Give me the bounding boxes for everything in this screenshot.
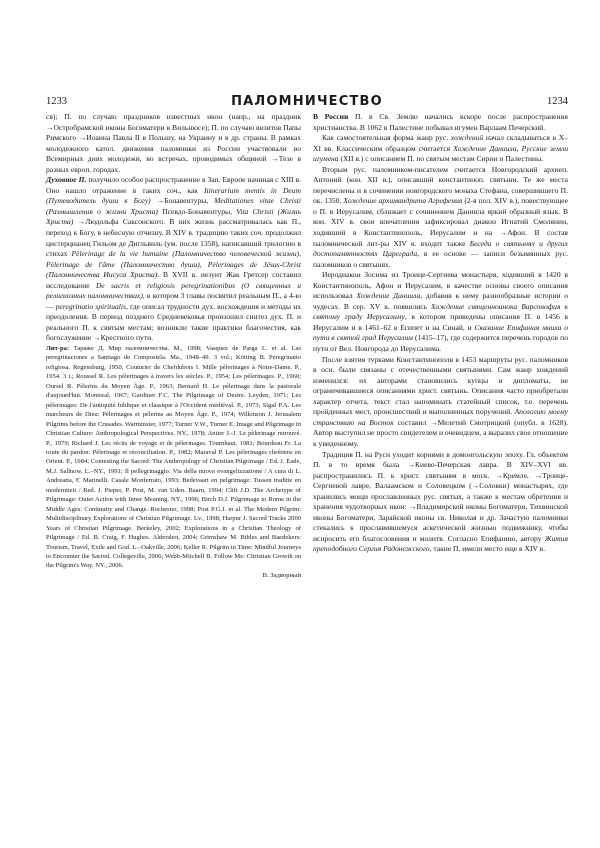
paragraph-continuation: ся); П. по случаю праздников известных икон (напр., на праздник →Остробрамской иконы Богоматери в Вильнюсе); П. по случаю визитов Папы Римского →Иоанна Павла II в Польшу, на Украину и в др. страны. В рамках молодежного катол. движения паломники из России участвовали во Всемирных днях молодежи, во встречах, проводимых общиной →Тезе в разных европ. городах. [46,112,301,174]
left-column [46,112,301,581]
paragraph: После взятия турками Константинополя в 1453 маршруты рус. паломников в осн. были связаны с отечественными святынями. Сам жанр хождений изменился: их авторами становились купцы и дипломаты, не ограничивавшиеся описаниями христ. святынь. Описания часто приобретали характер отчета, текст стал напоминать статейный список, т.е. перечень пройденных мест, происшествий и выполненных поручений. Апологию моему странствию на Восток составил →Мелетий Смотрицкий (опубл. в 1628). Автор выступил не просто свидетелем и очевидцем, а выразил свое отношение к увиденному. [313,354,568,448]
bibliography-heading: Лит-ра: [46,345,70,353]
paragraph-in-russia: В России П. в Св. Землю начались вскоре после распространения христианства. В 1062 в Палестине побывал игумен Варлаам Печерский. [313,112,569,132]
right-column [313,112,568,581]
two-column-body [46,112,568,581]
bibliography: Лит-ра: Тараже Д. Мир паломничества. М., 1998; Vasquez de Parga L. et al. Las peregrinaciones a Santiago de Compostela. Ma., 1948–49. 3 vol.; Kötting B. Peregrinatio religiosa. Regensburg, 1950; Couturier de Chefdubois I. Mille pèlerinages à Notre-Dame. P., 1954. 3 t.; Roussel R. Les pèlerinages à travers les siècles. P., 1954; Les pèlerinages. P., 1960; Oursel R. Pèlerins du Moyen Âge. P., 1963; Bernard H. Le pèlerinage dans la pastorale d'aujourd'hui. Montreal, 1967; Gardiner F.C. The Pilgrimage of Desire. Leyden, 1971; Les pèlerinages: De l'antiquité biblique et classique à l'Occident médiéval. P., 1973; Sigal P.A. Les marcheurs de Dieu: Pèlerinages et pèlerins au Moyen Âge. P., 1974; Wilkinson J. Jerusalem Pilgrims before the Crusades. Warminster, 1977; Turner V.W., Turner E. Image and Pilgrimage in Christian Culture: Anthropological Perspectives. NY., 1978; Antier J.-J. Le pèlerinage retrouvé. P., 1979; Richard J. Les récits de voyage et de pèlerinages. Tournhaut, 1981; Bourdeau Fr. La route du pardon: Pèlerinage et réconciliation. P., 1982; Maraval P. Les pèlerinages chrétiens en Orient. P., 1984; Contesting the Sacred: The Anthropology of Christian Pilgrimage / Ed. J. Eade, M.J. Sallnow. L.–NY., 1991; Il pellegrinaggio: Via della nuova evangelizzazione / A cura di L. Andreatta, F. Marinelli. Casale Monferrato, 1993; Bedevaart en pelgrimage: Tussen traditie en moderniteit / Red. J. Pieper, P. Post, M. van Uden. Baarn, 1994; Clift J.D. The Archetype of Pilgrimage: Outer Action with Inner Meaning. NY., 1996; Birch D.J. Pilgrimage to Rome in the Middle Ages: Continuity and Change. Rochester, 1998; Post P.G.J. et al. The Modern Pilgrim: Multidisciplinary Explorations of Christian Pilgrimage. Lv., 1998; Harpur J. Sacred Tracks 2000 Years of Christian Pilgrimage. Berkeley, 2002; Explorations in a Christian Theology of Pilgrimage / Ed. B. Craig, F. Hughes. Aldershot, 2004; Grimshaw M. Bibles and Baedekers: Tourism, Travel, Exile and God. L.–Oakville, 2006; Keller R. Pilgrim in Time: Mindful Journeys to Encounter the Sacred. Collegeville, 2006; Webb-Mitchell B. Follow Me: Christian Growth on the Pilgrim's Way. NY., 2006. [46,345,301,570]
section-heading: Духовное П. [46,175,87,185]
page-number-right: 1234 [547,96,568,107]
author-signature: В. Задворный [262,571,301,579]
page-header [46,96,568,110]
paragraph: Иеродиакон Зосима из Троице-Сергиева монастыря, ходивший в 1420 в Константинополь, Афон и Иерусалим, в качестве основы своего описания использовал Хождение Даниила, добавив к нему разнообразные истории о чудесах. В сер. XV в. появились Хождение священноинока Варсонофия к святому граду Иерусалиму, в котором приведены описания П. в 1456 в Иерусалим и в 1461–62 в Египет и на Синай, и Сказание Епифания мниха о пути в святой град Иерусалим (1415–17), где содержится перечень городов по пути от Вел. Новгорода до Иерусалима. [313,270,569,354]
paragraph-spiritual-pilgrimage: Духовное П. получило особое распространение в Зап. Европе начиная с XIII в. Оно нашло отражение в таких соч., как Itinerarium mentis in Deum (Путеводитель души к Богу) →Бонавентуры, Meditationes vitae Christi (Размышления о жизни Христа) Псевдо-Бонавентуры, Vita Christi (Жизнь Христа) →Людольфа Саксонского. В них жизнь рассматривалась как П., переход к Богу, в небесную отчизну. В XIV в. традицию таких соч. продолжил цистерцианец Гильом де Дигльвиль (ум. после 1358), написавший трилогию в стихах Pèlerinage de la vie humaine (Паломничество человеческой жизни), Pèlerinage de l'âme (Паломничество души), Pèlerinages de Jésus-Christ (Паломничества Иисуса Христа). В XVII в. иезуит Жак Гретсер составил исследование De sacris et religiosis peregrinationibus (О священных и религиозных паломничествах), в котором 3 главы посвятил реальным П., а 4-ю — peregrinatio spiritualis, где описал трудности дух. восхождения и методы их преодоления. В период позднего Средневековья произошел синтез дух. П. и реального П. к святым местам; возникли такие практики благочестия, как богослужение →Крестного пути. [46,175,302,343]
section-heading: В России [313,112,349,121]
paragraph: Традиция П. на Руси уходит корнями в домонгольскую эпоху. Гл. объектом П. в то время была →Киево-Печерская лавра. В XIV–XVI вв. распространились П. к христ. святыням в моск. →Кремле, →Троице-Сергиевой лавре, Валаамском и Соловецком (→Соловки) монастырях, где хранились мощи прославленных рус. святых, а также к местам обретения и хранения чудотворных икон: →Владимирской иконы Богоматери, Тихвинской иконы Богоматери, Зарайской иконы св. Николая и др. Зачастую паломники стекались к прославившемуся аскетической жизнью подвижнику, чтобы испросить его благословения и молитв. Согласно Епифанию, автору Жития преподобного Сергия Радонежского, такие П. имели место еще в XIV в. [313,449,568,554]
paragraph: Как самостоятельная форма жанр рус. хождений начал складываться в X–XI вв. Классическим образцом считается Хождение Даниила, Русские земли игумена (XII в.) с описанием П. по святым местам Сирии и Палестины. [313,133,568,164]
encyclopedia-page [46,96,568,581]
page-title: ПАЛОМНИЧЕСТВО [231,94,383,109]
page-number-left: 1233 [46,96,67,107]
paragraph: Вторым рус. паломником-писателем считается Новгородский архиеп. Антоний (кон. XII в.), описавший константиноп. святыни. Те же места перечислены и в сочинении новгородского монаха Стефана, совершившего П. ок. 1350. Хождение архимандрита Агрефения (2-я пол. XIV в.), повествующее о П. в Иерусалим, сближает с сочинением Даниила яркий образный язык. В кон. XIV в. свои впечатления зафиксировал диакон Игнатий Смолянин, ходивший в Константинополь, Иерусалим и на →Афон. В состав паломнической лит-ры XIV в. входит также Беседа о святынях и других достопамятностях Цареграда, в ее основе — записи безымянных рус. паломников о святынях. [313,164,568,269]
